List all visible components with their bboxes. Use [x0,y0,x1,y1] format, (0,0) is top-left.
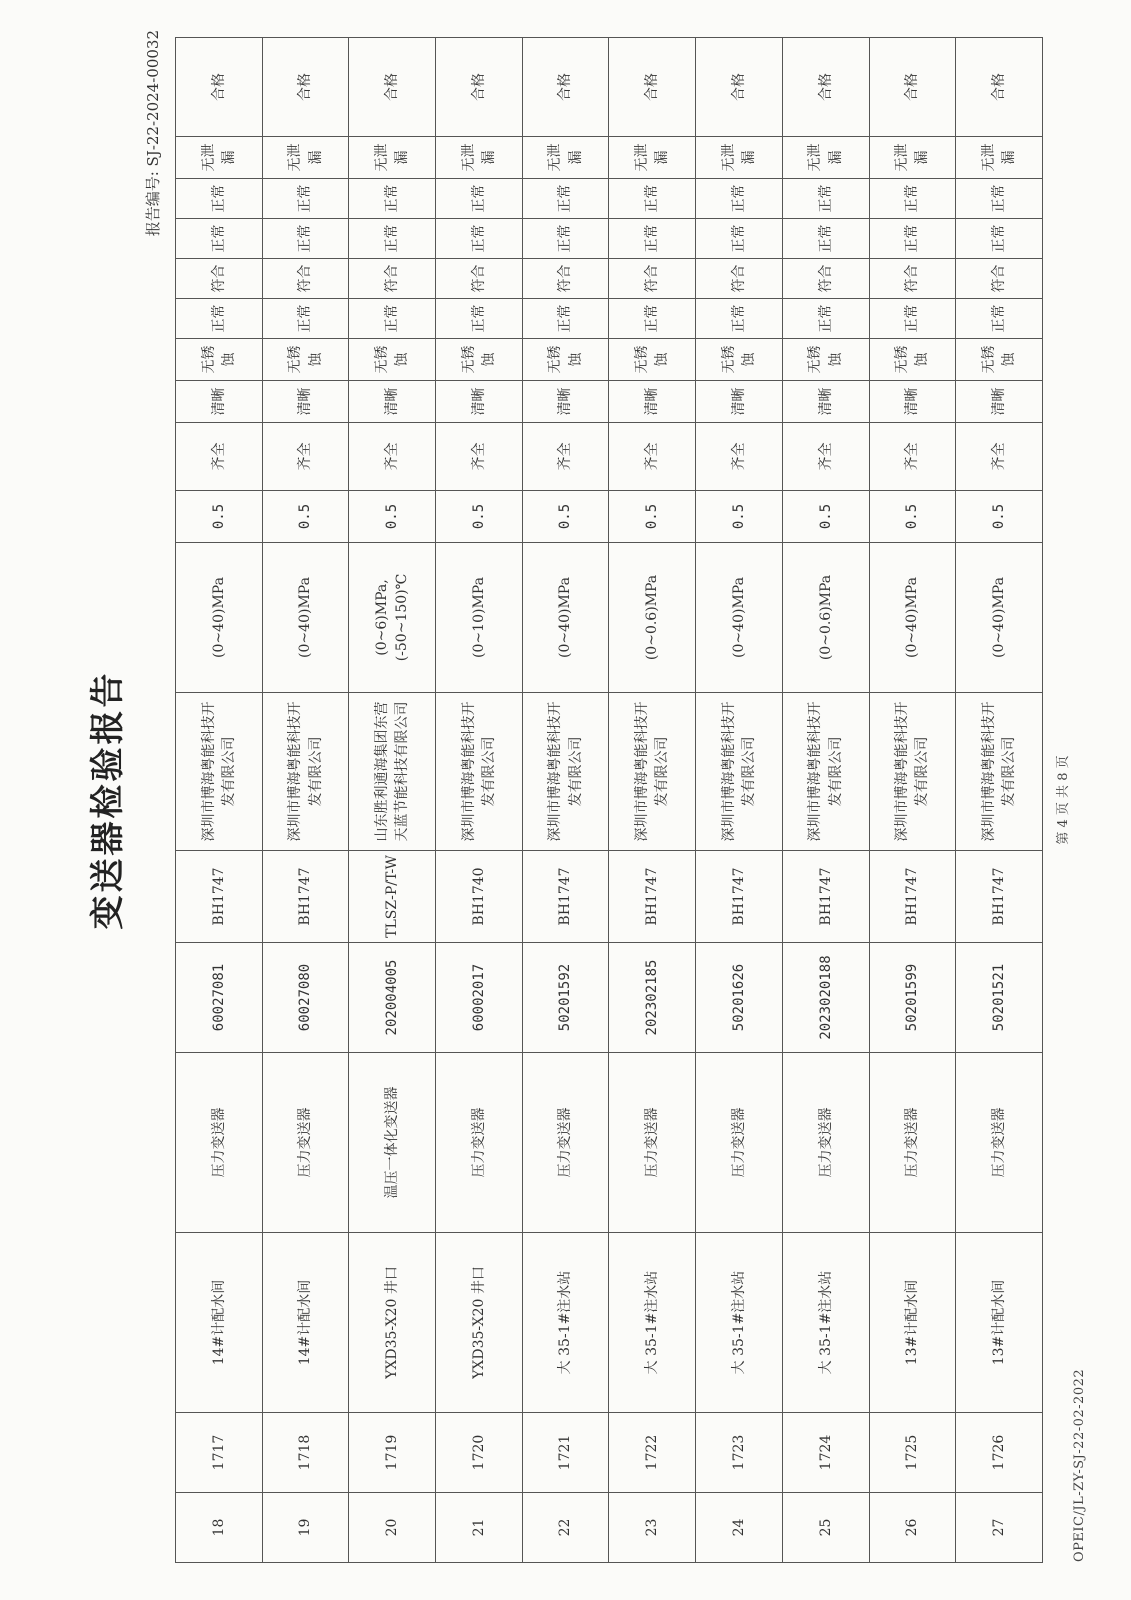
cell-range: (0~0.6)MPa [609,543,696,693]
cell-idx: 25 [782,1493,869,1563]
cell-model: BH1747 [956,851,1043,943]
cell-leak: 无泄漏 [436,137,523,179]
cell-rust: 无锈蚀 [782,339,869,381]
cell-maker: 深圳市博海粤能科技开发有限公司 [956,693,1043,851]
cell-mark: 清晰 [609,381,696,423]
cell-insulation: 正常 [609,299,696,339]
cell-insulation: 正常 [869,299,956,339]
cell-maker: 深圳市博海粤能科技开发有限公司 [869,693,956,851]
cell-display: 正常 [349,219,436,259]
table-row [956,38,1043,1563]
cell-rust: 无锈蚀 [609,339,696,381]
cell-leak: 无泄漏 [609,137,696,179]
cell-leak: 无泄漏 [522,137,609,179]
cell-output: 符合 [609,259,696,299]
cell-serial: 50201521 [956,943,1043,1053]
table-body [176,38,1043,1563]
cell-parts: 齐全 [436,423,523,491]
cell-location: 大 35-1#注水站 [696,1233,783,1413]
table-row [609,38,696,1563]
cell-zero: 正常 [609,179,696,219]
cell-rust: 无锈蚀 [696,339,783,381]
cell-mark: 清晰 [869,381,956,423]
cell-output: 符合 [956,259,1043,299]
cell-result: 合格 [609,38,696,137]
cell-output: 符合 [176,259,263,299]
cell-name: 压力变送器 [696,1053,783,1233]
cell-code: 1720 [436,1413,523,1493]
cell-model: BH1747 [696,851,783,943]
cell-leak: 无泄漏 [956,137,1043,179]
cell-model: BH1747 [609,851,696,943]
cell-idx: 23 [609,1493,696,1563]
cell-serial: 60027080 [262,943,349,1053]
cell-accuracy: 0.5 [436,491,523,543]
cell-parts: 齐全 [782,423,869,491]
cell-leak: 无泄漏 [349,137,436,179]
cell-idx: 21 [436,1493,523,1563]
cell-leak: 无泄漏 [176,137,263,179]
cell-insulation: 正常 [436,299,523,339]
cell-code: 1717 [176,1413,263,1493]
cell-rust: 无锈蚀 [956,339,1043,381]
cell-display: 正常 [522,219,609,259]
cell-mark: 清晰 [262,381,349,423]
cell-output: 符合 [869,259,956,299]
cell-name: 压力变送器 [956,1053,1043,1233]
page-number: 第 4 页 共 8 页 [1056,755,1071,845]
cell-mark: 清晰 [176,381,263,423]
cell-zero: 正常 [262,179,349,219]
cell-zero: 正常 [956,179,1043,219]
cell-parts: 齐全 [869,423,956,491]
cell-location: YXD35-X20 井口 [436,1233,523,1413]
cell-range: (0~40)MPa [696,543,783,693]
inspection-table [175,38,1043,1563]
cell-parts: 齐全 [696,423,783,491]
cell-range: (0~40)MPa [262,543,349,693]
cell-maker: 深圳市博海粤能科技开发有限公司 [436,693,523,851]
cell-location: 13#计配水间 [956,1233,1043,1413]
cell-maker: 深圳市博海粤能科技开发有限公司 [176,693,263,851]
cell-zero: 正常 [349,179,436,219]
cell-display: 正常 [262,219,349,259]
report-number: 报告编号: SJ-22-2024-00032 [144,30,162,237]
cell-serial: 50201626 [696,943,783,1053]
cell-range: (0~6)MPa, (-50~150)℃ [349,543,436,693]
cell-rust: 无锈蚀 [262,339,349,381]
cell-range: (0~10)MPa [436,543,523,693]
cell-idx: 24 [696,1493,783,1563]
cell-range: (0~40)MPa [956,543,1043,693]
cell-accuracy: 0.5 [522,491,609,543]
cell-serial: 202302185 [609,943,696,1053]
cell-idx: 27 [956,1493,1043,1563]
cell-name: 压力变送器 [176,1053,263,1233]
cell-parts: 齐全 [522,423,609,491]
table-row [782,38,869,1563]
cell-name: 压力变送器 [262,1053,349,1233]
cell-name: 压力变送器 [782,1053,869,1233]
cell-code: 1726 [956,1413,1043,1493]
cell-display: 正常 [956,219,1043,259]
cell-location: 大 35-1#注水站 [782,1233,869,1413]
cell-model: BH1747 [176,851,263,943]
cell-display: 正常 [696,219,783,259]
cell-mark: 清晰 [522,381,609,423]
cell-maker: 深圳市博海粤能科技开发有限公司 [782,693,869,851]
cell-insulation: 正常 [696,299,783,339]
cell-result: 合格 [869,38,956,137]
cell-insulation: 正常 [522,299,609,339]
cell-display: 正常 [436,219,523,259]
cell-output: 符合 [522,259,609,299]
cell-serial: 202004005 [349,943,436,1053]
cell-idx: 20 [349,1493,436,1563]
cell-idx: 18 [176,1493,263,1563]
cell-serial: 50201592 [522,943,609,1053]
cell-name: 压力变送器 [869,1053,956,1233]
cell-maker: 深圳市博海粤能科技开发有限公司 [696,693,783,851]
cell-mark: 清晰 [782,381,869,423]
page-title: 变送器检验报告 [88,670,128,930]
cell-location: YXD35-X20 井口 [349,1233,436,1413]
cell-output: 符合 [349,259,436,299]
cell-serial: 50201599 [869,943,956,1053]
cell-leak: 无泄漏 [782,137,869,179]
cell-code: 1718 [262,1413,349,1493]
cell-mark: 清晰 [696,381,783,423]
cell-insulation: 正常 [349,299,436,339]
cell-result: 合格 [349,38,436,137]
cell-parts: 齐全 [956,423,1043,491]
cell-insulation: 正常 [782,299,869,339]
cell-accuracy: 0.5 [609,491,696,543]
cell-rust: 无锈蚀 [522,339,609,381]
cell-location: 13#计配水间 [869,1233,956,1413]
cell-code: 1722 [609,1413,696,1493]
cell-zero: 正常 [782,179,869,219]
table-row [869,38,956,1563]
cell-mark: 清晰 [956,381,1043,423]
cell-model: BH1747 [782,851,869,943]
cell-output: 符合 [696,259,783,299]
cell-rust: 无锈蚀 [349,339,436,381]
table-row [349,38,436,1563]
cell-code: 1719 [349,1413,436,1493]
cell-serial: 60027081 [176,943,263,1053]
cell-location: 14#计配水间 [176,1233,263,1413]
table-row [176,38,263,1563]
cell-zero: 正常 [696,179,783,219]
document-code: OPEIC/JL-ZY-SJ-22-02-2022 [1072,1368,1087,1562]
cell-rust: 无锈蚀 [869,339,956,381]
cell-display: 正常 [609,219,696,259]
cell-leak: 无泄漏 [869,137,956,179]
cell-rust: 无锈蚀 [436,339,523,381]
cell-zero: 正常 [436,179,523,219]
cell-location: 大 35-1#注水站 [609,1233,696,1413]
cell-code: 1721 [522,1413,609,1493]
cell-accuracy: 0.5 [262,491,349,543]
cell-leak: 无泄漏 [262,137,349,179]
cell-model: BH1740 [436,851,523,943]
cell-result: 合格 [696,38,783,137]
cell-display: 正常 [869,219,956,259]
cell-range: (0~40)MPa [869,543,956,693]
cell-accuracy: 0.5 [696,491,783,543]
cell-zero: 正常 [176,179,263,219]
cell-parts: 齐全 [609,423,696,491]
cell-idx: 22 [522,1493,609,1563]
cell-accuracy: 0.5 [782,491,869,543]
cell-result: 合格 [436,38,523,137]
cell-idx: 26 [869,1493,956,1563]
cell-range: (0~0.6)MPa [782,543,869,693]
cell-code: 1723 [696,1413,783,1493]
cell-code: 1725 [869,1413,956,1493]
cell-location: 大 35-1#注水站 [522,1233,609,1413]
cell-model: BH1747 [522,851,609,943]
cell-display: 正常 [176,219,263,259]
cell-serial: 2023020188 [782,943,869,1053]
table-row [522,38,609,1563]
cell-accuracy: 0.5 [349,491,436,543]
cell-insulation: 正常 [262,299,349,339]
cell-name: 压力变送器 [609,1053,696,1233]
cell-output: 符合 [436,259,523,299]
cell-result: 合格 [782,38,869,137]
table-row [262,38,349,1563]
cell-zero: 正常 [869,179,956,219]
cell-maker: 深圳市博海粤能科技开发有限公司 [522,693,609,851]
table-row [696,38,783,1563]
cell-result: 合格 [262,38,349,137]
cell-output: 符合 [262,259,349,299]
cell-parts: 齐全 [349,423,436,491]
cell-maker: 深圳市博海粤能科技开发有限公司 [262,693,349,851]
cell-result: 合格 [956,38,1043,137]
cell-insulation: 正常 [956,299,1043,339]
cell-accuracy: 0.5 [956,491,1043,543]
cell-parts: 齐全 [262,423,349,491]
cell-name: 温压一体化变送器 [349,1053,436,1233]
cell-display: 正常 [782,219,869,259]
cell-accuracy: 0.5 [176,491,263,543]
cell-maker: 深圳市博海粤能科技开发有限公司 [609,693,696,851]
cell-idx: 19 [262,1493,349,1563]
cell-insulation: 正常 [176,299,263,339]
table-row [436,38,523,1563]
cell-parts: 齐全 [176,423,263,491]
cell-mark: 清晰 [436,381,523,423]
cell-serial: 60002017 [436,943,523,1053]
cell-code: 1724 [782,1413,869,1493]
cell-range: (0~40)MPa [176,543,263,693]
cell-range: (0~40)MPa [522,543,609,693]
cell-accuracy: 0.5 [869,491,956,543]
cell-location: 14#计配水间 [262,1233,349,1413]
cell-maker: 山东胜利通海集团东营天蓝节能科技有限公司 [349,693,436,851]
cell-model: BH1747 [262,851,349,943]
cell-model: TLSZ-P/T-W [349,851,436,943]
cell-model: BH1747 [869,851,956,943]
cell-name: 压力变送器 [522,1053,609,1233]
cell-leak: 无泄漏 [696,137,783,179]
cell-name: 压力变送器 [436,1053,523,1233]
cell-rust: 无锈蚀 [176,339,263,381]
cell-result: 合格 [522,38,609,137]
cell-zero: 正常 [522,179,609,219]
cell-result: 合格 [176,38,263,137]
cell-output: 符合 [782,259,869,299]
cell-mark: 清晰 [349,381,436,423]
